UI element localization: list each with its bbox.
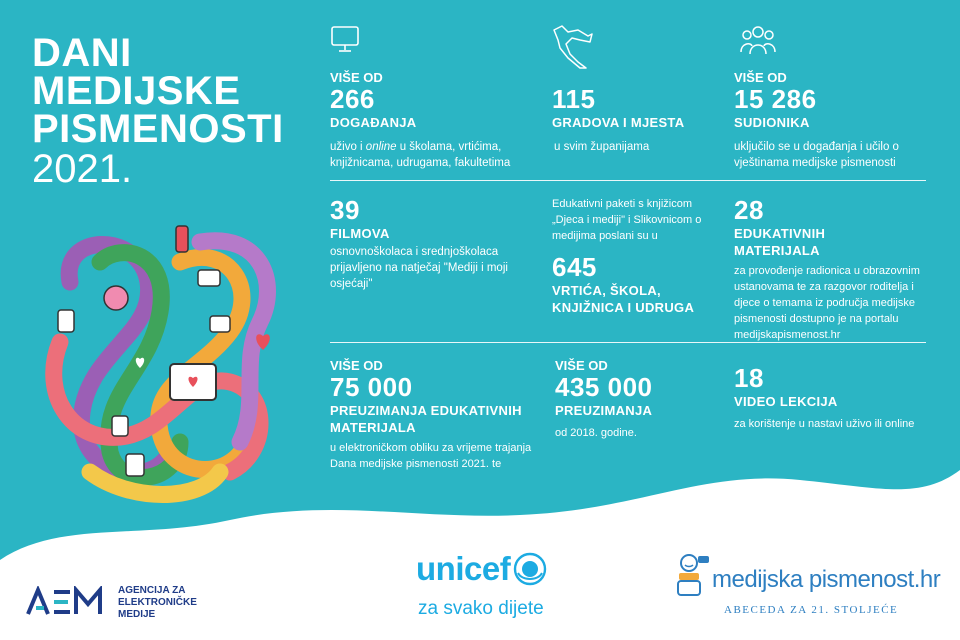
- stat-cities-number: 115: [552, 84, 596, 114]
- stat-events-number: 266: [330, 84, 375, 114]
- stat-events-label: DOGAĐANJA: [330, 115, 417, 130]
- stat-participants-label: SUDIONIKA: [734, 115, 810, 130]
- title-year: 2021.: [32, 147, 133, 191]
- stat-downloads-total-desc: od 2018. godine.: [555, 427, 637, 439]
- stat-packages-number: 645: [552, 252, 597, 282]
- stat-downloads-total-label: PREUZIMANJA: [555, 403, 653, 418]
- stat-packages-label: VRTIĆA, ŠKOLA, KNJIŽNICA I UDRUGA: [552, 283, 695, 315]
- aem-logo-mark: [26, 586, 110, 616]
- stat-downloads-total-number: 435 000: [555, 372, 653, 402]
- stat-downloads-materials-desc: u elektroničkom obliku za vrijeme trajanja Dana medijske pismenosti 2021. te: [330, 442, 532, 470]
- aem-line-2: ELEKTRONIČKE: [118, 597, 197, 608]
- stat-events-desc: uživo i online u školama, vrtićima, knjižnicama, udrugama, fakultetima: [330, 141, 511, 169]
- stat-videos-label: VIDEO LEKCIJA: [734, 394, 838, 409]
- stat-films-label: FILMOVA: [330, 226, 390, 241]
- stat-participants-prefix: VIŠE OD: [734, 70, 787, 85]
- stat-downloads-materials-prefix: VIŠE OD: [330, 358, 383, 373]
- portal-logo-icon: [676, 553, 710, 597]
- stat-materials-number: 28: [734, 195, 764, 225]
- aem-logo-text: [118, 585, 197, 621]
- portal-tagline: ABECEDA ZA 21. STOLJEĆE: [724, 604, 899, 616]
- stat-materials-label: EDUKATIVNIH MATERIJALA: [734, 226, 826, 258]
- title-line-3: PISMENOSTI: [32, 107, 284, 151]
- stat-packages-intro: Edukativni paketi s knjižicom „Djeca i mediji" i Slikovnicom o medijima poslani su u: [552, 198, 702, 242]
- stat-films-desc: osnovnoškolaca i srednjoškolaca prijavljeno na natječaj "Mediji i moji osjećaji": [330, 246, 508, 290]
- stat-events-prefix: VIŠE OD: [330, 70, 383, 85]
- stat-videos-desc: za korištenje u nastavi uživo ili online: [734, 418, 915, 430]
- stat-downloads-materials-label: PREUZIMANJA EDUKATIVNIH MATERIJALA: [330, 403, 522, 435]
- unicef-wordmark: unicef: [416, 550, 511, 587]
- aem-line-1: AGENCIJA ZA: [118, 585, 186, 596]
- stat-downloads-materials-number: 75 000: [330, 372, 413, 402]
- unicef-globe-icon: [512, 551, 548, 587]
- stat-cities-desc: u svim županijama: [554, 141, 650, 153]
- unicef-tagline: za svako dijete: [418, 598, 544, 619]
- aem-line-3: MEDIJE: [118, 609, 156, 620]
- stat-videos-number: 18: [734, 363, 764, 393]
- title-line-1: DANI: [32, 31, 132, 75]
- portal-wordmark-b: pismenost.hr: [802, 566, 941, 593]
- stat-participants-desc: uključilo se u događanja i učilo o vještinama medijske pismenosti: [734, 141, 899, 169]
- title-line-2: MEDIJSKE: [32, 69, 241, 113]
- stat-participants-number: 15 286: [734, 84, 817, 114]
- stat-cities-label: GRADOVA I MJESTA: [552, 115, 685, 130]
- stat-downloads-total-prefix: VIŠE OD: [555, 358, 608, 373]
- stat-materials-desc: za provođenje radionica u obrazovnim ustanovama te za razgovor roditelja i djece o temama iz područja medijske pismenosti dostupno je na portalu medijskapismenost.hr: [734, 265, 920, 341]
- portal-wordmark: [712, 566, 940, 594]
- stat-films-number: 39: [330, 195, 360, 225]
- portal-wordmark-a: medijska: [712, 566, 803, 593]
